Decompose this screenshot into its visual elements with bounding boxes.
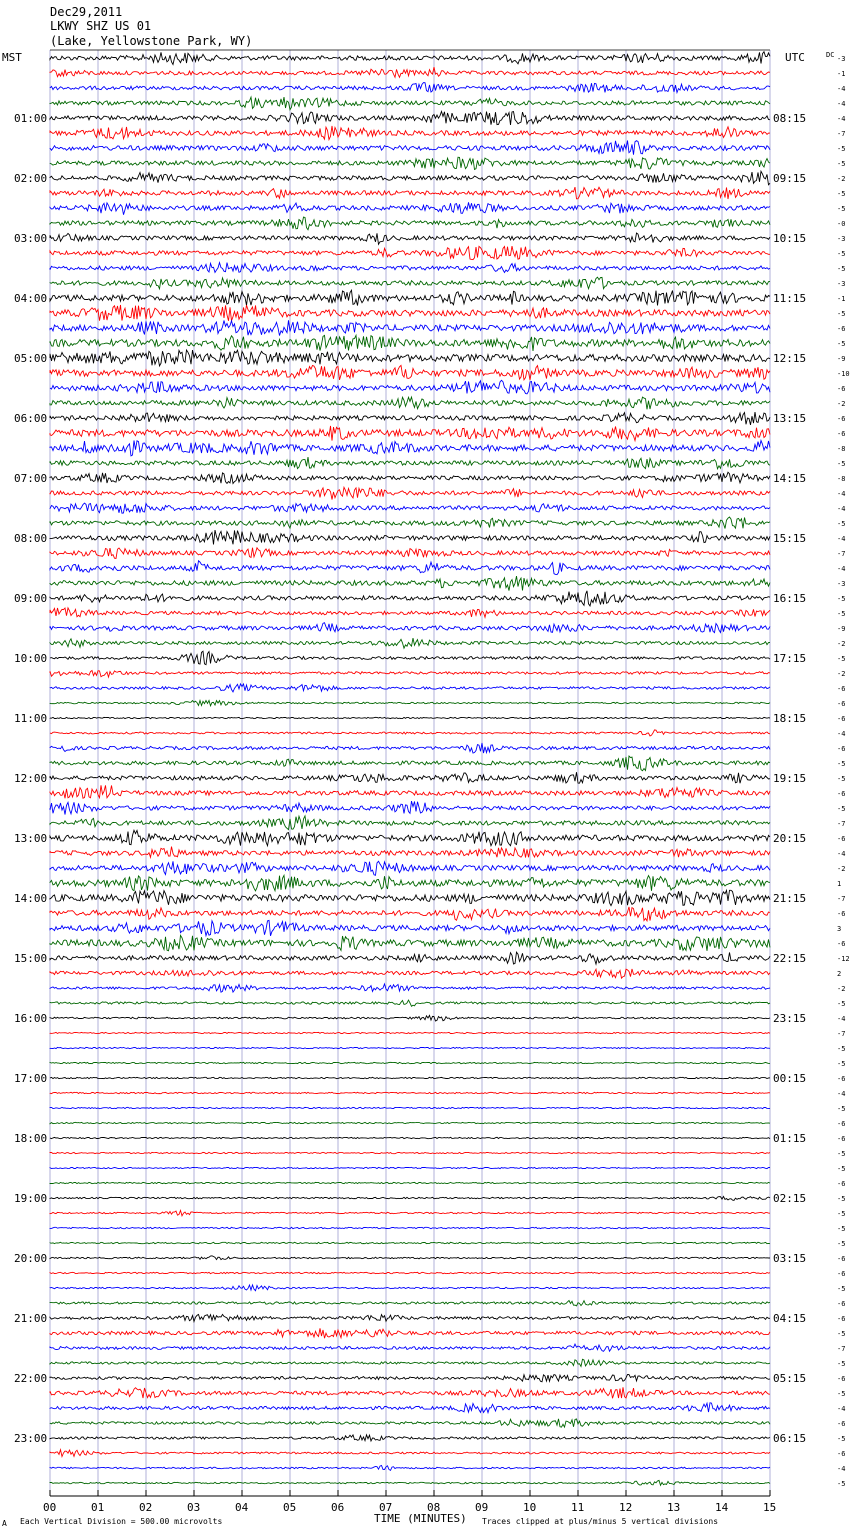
seismic-trace-25 [50, 412, 770, 425]
dc-offset-value: -6 [837, 685, 846, 693]
dc-offset-value: -4 [837, 565, 846, 573]
utc-hour-label: 17:15 [773, 652, 807, 665]
dc-offset-value: -6 [837, 1270, 846, 1278]
seismic-trace-61 [50, 952, 770, 964]
seismic-trace-59 [50, 920, 770, 935]
dc-offset-value: -10 [837, 370, 850, 378]
dc-offset-value: -5 [837, 1225, 846, 1233]
dc-offset-value: -1 [837, 295, 846, 303]
mst-hour-label: 13:00 [14, 832, 48, 845]
mst-hour-label: 21:00 [14, 1312, 48, 1325]
mst-hour-label: 17:00 [14, 1072, 48, 1085]
dc-offset-value: -4 [837, 730, 846, 738]
dc-offset-value: -0 [837, 220, 846, 228]
dc-offset-value: -7 [837, 130, 846, 138]
mst-hour-label: 09:00 [14, 592, 48, 605]
mst-hour-label: 16:00 [14, 1012, 48, 1025]
seismic-trace-10 [50, 187, 770, 199]
dc-offset-value: -5 [837, 1165, 846, 1173]
left-timezone-label: MST [2, 51, 22, 64]
utc-hour-label: 18:15 [773, 712, 807, 725]
utc-hour-label: 08:15 [773, 112, 807, 125]
seismic-trace-96 [50, 1480, 770, 1485]
mst-hour-label: 15:00 [14, 952, 48, 965]
seismic-trace-19 [50, 320, 770, 335]
seismic-trace-35 [50, 561, 770, 575]
seismic-trace-84 [50, 1301, 770, 1306]
seismic-trace-71 [50, 1107, 770, 1108]
dc-offset-value: -7 [837, 820, 846, 828]
dc-offset-value: -9 [837, 355, 846, 363]
seismic-trace-82 [50, 1272, 770, 1273]
dc-offset-value: -4 [837, 490, 846, 498]
dc-offset-value: -5 [837, 250, 846, 258]
dc-offset-value: -6 [837, 1375, 846, 1383]
dc-offset-value: -5 [837, 1435, 846, 1443]
dc-offset-value: -2 [837, 400, 846, 408]
seismic-trace-1 [50, 52, 770, 65]
seismic-trace-87 [50, 1344, 770, 1351]
dc-offset-value: -6 [837, 1135, 846, 1143]
seismic-trace-2 [50, 67, 770, 77]
seismic-trace-13 [50, 233, 770, 244]
x-tick-label: 13 [667, 1501, 681, 1514]
seismic-trace-90 [50, 1387, 770, 1398]
mst-hour-label: 20:00 [14, 1252, 48, 1265]
dc-offset-value: -2 [837, 985, 846, 993]
mst-hour-label: 06:00 [14, 412, 48, 425]
dc-offset-value: -7 [837, 1345, 846, 1353]
seismic-trace-72 [50, 1122, 770, 1123]
seismic-trace-58 [50, 907, 770, 921]
seismic-trace-3 [50, 83, 770, 93]
seismic-trace-30 [50, 487, 770, 499]
seismic-trace-75 [50, 1167, 770, 1168]
x-tick-label: 08 [427, 1501, 441, 1514]
seismic-trace-48 [50, 756, 770, 771]
dc-offset-value: -4 [837, 535, 846, 543]
seismic-trace-55 [50, 861, 770, 875]
dc-offset-value: -6 [837, 1300, 846, 1308]
utc-hour-label: 23:15 [773, 1012, 807, 1025]
dc-offset-value: -5 [837, 1240, 846, 1248]
seismic-trace-5 [50, 111, 770, 125]
clip-note: Traces clipped at plus/minus 5 vertical divisions [482, 1517, 719, 1526]
seismic-trace-27 [50, 441, 770, 456]
mst-hour-label: 04:00 [14, 292, 48, 305]
seismic-trace-15 [50, 263, 770, 273]
dc-offset-value: -5 [837, 1480, 846, 1488]
dc-offset-value: -7 [837, 1030, 846, 1038]
dc-offset-value: -5 [837, 775, 846, 783]
dc-offset-value: -5 [837, 595, 846, 603]
dc-offset-value: -6 [837, 745, 846, 753]
utc-hour-label: 19:15 [773, 772, 807, 785]
dc-offset-value: -6 [837, 910, 846, 918]
seismic-trace-65 [50, 1015, 770, 1021]
right-timezone-label: UTC [785, 51, 805, 64]
dc-offset-value: -6 [837, 715, 846, 723]
dc-offset-value: -5 [837, 760, 846, 768]
seismic-trace-53 [50, 830, 770, 845]
seismic-trace-50 [50, 785, 770, 798]
seismic-trace-47 [50, 743, 770, 753]
seismic-trace-34 [50, 548, 770, 559]
dc-offset-value: -2 [837, 865, 846, 873]
x-tick-label: 15 [763, 1501, 777, 1514]
seismic-trace-7 [50, 141, 770, 155]
dc-offset-value: -4 [837, 850, 846, 858]
dc-offset-value: 3 [837, 925, 842, 933]
dc-offset-value: -12 [837, 955, 850, 963]
x-tick-label: 06 [331, 1501, 345, 1514]
seismic-trace-95 [50, 1466, 770, 1471]
seismic-trace-9 [50, 171, 770, 185]
seismic-trace-73 [50, 1137, 770, 1138]
x-tick-label: 03 [187, 1501, 201, 1514]
seismic-trace-33 [50, 530, 770, 544]
dc-offset-value: -8 [837, 445, 846, 453]
seismic-trace-66 [50, 1032, 770, 1033]
dc-offset-value: -4 [837, 505, 846, 513]
seismic-trace-11 [50, 202, 770, 214]
mst-hour-label: 14:00 [14, 892, 48, 905]
dc-offset-value: -6 [837, 430, 846, 438]
seismic-trace-76 [50, 1182, 770, 1183]
minute-gridlines [50, 50, 770, 1493]
dc-offset-value: -5 [837, 610, 846, 618]
seismic-trace-45 [50, 717, 770, 718]
seismic-trace-12 [50, 217, 770, 230]
mst-hour-label: 01:00 [14, 112, 48, 125]
seismic-trace-93 [50, 1435, 770, 1441]
seismic-trace-39 [50, 623, 770, 633]
utc-hour-label: 02:15 [773, 1192, 807, 1205]
seismic-trace-92 [50, 1419, 770, 1427]
seismic-trace-46 [50, 730, 770, 736]
dc-offset-value: -4 [837, 1405, 846, 1413]
x-tick-label: 01 [91, 1501, 105, 1514]
dc-offset-value: -2 [837, 640, 846, 648]
dc-offset-value: -6 [837, 790, 846, 798]
dc-offset-value: -6 [837, 940, 846, 948]
dc-offset-value: -6 [837, 1420, 846, 1428]
dc-offset-value: -6 [837, 1075, 846, 1083]
utc-hour-label: 20:15 [773, 832, 807, 845]
utc-hour-label: 22:15 [773, 952, 807, 965]
seismic-trace-40 [50, 638, 770, 648]
dc-offset-value: -5 [837, 655, 846, 663]
dc-offset-value: -3 [837, 55, 846, 63]
dc-offset-value: -6 [837, 835, 846, 843]
station-title: LKWY SHZ US 01 [50, 19, 152, 33]
seismic-trace-63 [50, 984, 770, 992]
dc-offset-value: -6 [837, 1120, 846, 1128]
seismic-trace-70 [50, 1092, 770, 1093]
mst-hour-label: 23:00 [14, 1432, 48, 1445]
seismic-trace-86 [50, 1328, 770, 1338]
seismic-trace-8 [50, 157, 770, 169]
seismic-trace-28 [50, 457, 770, 469]
mst-hour-label: 07:00 [14, 472, 48, 485]
dc-offset-value: -5 [837, 1045, 846, 1053]
dc-offset-value: -6 [837, 1180, 846, 1188]
dc-offset-value: -2 [837, 175, 846, 183]
seismic-trace-21 [50, 350, 770, 366]
seismic-trace-22 [50, 365, 770, 380]
seismic-trace-14 [50, 246, 770, 260]
seismic-trace-68 [50, 1062, 770, 1063]
seismic-trace-18 [50, 305, 770, 321]
seismic-trace-26 [50, 426, 770, 441]
seismic-trace-57 [50, 890, 770, 905]
seismic-trace-91 [50, 1403, 770, 1413]
seismic-trace-62 [50, 969, 770, 978]
utc-hour-label: 10:15 [773, 232, 807, 245]
dc-offset-value: -6 [837, 415, 846, 423]
seismic-trace-51 [50, 801, 770, 814]
x-tick-label: 14 [715, 1501, 729, 1514]
seismic-trace-56 [50, 875, 770, 891]
seismic-trace-24 [50, 397, 770, 409]
utc-hour-label: 12:15 [773, 352, 807, 365]
dc-offset-value: -5 [837, 1060, 846, 1068]
x-tick-label: 07 [379, 1501, 393, 1514]
x-tick-label: 12 [619, 1501, 633, 1514]
seismic-trace-36 [50, 576, 770, 591]
dc-offset-value: -4 [837, 115, 846, 123]
seismic-trace-67 [50, 1047, 770, 1048]
utc-hour-label: 11:15 [773, 292, 807, 305]
seismic-trace-54 [50, 847, 770, 858]
seismic-trace-74 [50, 1152, 770, 1153]
dc-offset-value: -5 [837, 1285, 846, 1293]
mst-hour-label: 05:00 [14, 352, 48, 365]
dc-offset-value: -5 [837, 1150, 846, 1158]
seismic-trace-69 [50, 1077, 770, 1078]
dc-offset-value: -3 [837, 235, 846, 243]
utc-hour-label: 14:15 [773, 472, 807, 485]
dc-offset-value: -4 [837, 1015, 846, 1023]
seismic-trace-85 [50, 1314, 770, 1321]
seismic-trace-81 [50, 1256, 770, 1260]
dc-offset-value: -1 [837, 70, 846, 78]
dc-offset-value: -5 [837, 1360, 846, 1368]
seismic-trace-44 [50, 701, 770, 706]
dc-offset-value: -5 [837, 160, 846, 168]
mst-hour-label: 08:00 [14, 532, 48, 545]
seismic-trace-89 [50, 1375, 770, 1382]
scale-note: Each Vertical Division = 500.00 microvolts [20, 1517, 223, 1526]
dc-offset-value: -5 [837, 340, 846, 348]
seismic-trace-20 [50, 335, 770, 351]
utc-hour-label: 03:15 [773, 1252, 807, 1265]
utc-hour-label: 21:15 [773, 892, 807, 905]
seismic-trace-43 [50, 684, 770, 692]
location-title: (Lake, Yellowstone Park, WY) [50, 34, 253, 48]
dc-offset-value: -3 [837, 280, 846, 288]
dc-offset-value: -5 [837, 1105, 846, 1113]
utc-hour-label: 06:15 [773, 1432, 807, 1445]
dc-offset-value: -4 [837, 100, 846, 108]
dc-offset-value: -5 [837, 805, 846, 813]
dc-offset-value: -5 [837, 145, 846, 153]
seismic-trace-64 [50, 1000, 770, 1006]
seismic-trace-88 [50, 1359, 770, 1366]
utc-hour-label: 13:15 [773, 412, 807, 425]
dc-offset-value: -5 [837, 520, 846, 528]
x-axis [43, 1490, 776, 1514]
seismic-trace-32 [50, 517, 770, 529]
utc-hour-label: 15:15 [773, 532, 807, 545]
utc-hour-label: 00:15 [773, 1072, 807, 1085]
seismic-trace-49 [50, 772, 770, 783]
dc-column-label: DC [826, 51, 835, 59]
date-title: Dec29,2011 [50, 5, 123, 19]
dc-offset-value: -5 [837, 1330, 846, 1338]
dc-offset-value: -3 [837, 580, 846, 588]
seismic-trace-42 [50, 671, 770, 678]
dc-offset-value: -6 [837, 385, 846, 393]
utc-hour-label: 09:15 [773, 172, 807, 185]
dc-offset-value: -8 [837, 475, 846, 483]
seismic-trace-77 [50, 1197, 770, 1201]
mst-hour-label: 19:00 [14, 1192, 48, 1205]
mst-hour-label: 18:00 [14, 1132, 48, 1145]
x-tick-label: 05 [283, 1501, 297, 1514]
x-tick-label: 04 [235, 1501, 249, 1514]
seismic-trace-79 [50, 1227, 770, 1228]
dc-offset-value: -7 [837, 550, 846, 558]
dc-offset-value: -9 [837, 625, 846, 633]
dc-offset-value: 1 [837, 880, 842, 888]
mst-hour-label: 03:00 [14, 232, 48, 245]
x-tick-label: 00 [43, 1501, 57, 1514]
dc-offset-value: -5 [837, 1210, 846, 1218]
mst-hour-label: 12:00 [14, 772, 48, 785]
seismic-trace-4 [50, 97, 770, 110]
dc-offset-value: -2 [837, 670, 846, 678]
x-tick-label: 11 [571, 1501, 585, 1514]
dc-offset-value: -6 [837, 1255, 846, 1263]
utc-hour-label: 01:15 [773, 1132, 807, 1145]
x-tick-label: 02 [139, 1501, 153, 1514]
dc-offset-value: -5 [837, 460, 846, 468]
dc-offset-value: -6 [837, 1450, 846, 1458]
seismic-trace-83 [50, 1285, 770, 1291]
utc-hour-label: 16:15 [773, 592, 807, 605]
dc-offset-value: -4 [837, 1090, 846, 1098]
x-tick-label: 09 [475, 1501, 489, 1514]
dc-offset-value: -5 [837, 310, 846, 318]
dc-offset-value: -4 [837, 85, 846, 93]
seismic-trace-17 [50, 290, 770, 305]
seismic-trace-38 [50, 608, 770, 617]
dc-offset-value: -6 [837, 325, 846, 333]
seismic-trace-80 [50, 1242, 770, 1243]
dc-offset-value: -6 [837, 700, 846, 708]
dc-offset-value: -7 [837, 895, 846, 903]
seismic-trace-6 [50, 126, 770, 140]
x-tick-label: 10 [523, 1501, 537, 1514]
seismic-trace-41 [50, 651, 770, 665]
seismic-trace-31 [50, 503, 770, 513]
mst-hour-label: 02:00 [14, 172, 48, 185]
corner-mark: A [2, 1519, 7, 1528]
seismic-trace-78 [50, 1210, 770, 1215]
dc-offset-value: -5 [837, 1195, 846, 1203]
dc-offset-value: -5 [837, 190, 846, 198]
dc-offset-value: -6 [837, 1315, 846, 1323]
seismic-trace-52 [50, 816, 770, 830]
dc-offset-value: 2 [837, 970, 842, 978]
seismic-trace-29 [50, 472, 770, 483]
dc-offset-value: -5 [837, 1000, 846, 1008]
mst-hour-label: 22:00 [14, 1372, 48, 1385]
mst-hour-label: 11:00 [14, 712, 48, 725]
seismic-trace-23 [50, 380, 770, 394]
mst-hour-label: 10:00 [14, 652, 48, 665]
seismic-trace-37 [50, 591, 770, 606]
x-axis-title: TIME (MINUTES) [374, 1512, 467, 1525]
dc-offset-value: -5 [837, 265, 846, 273]
seismic-trace-94 [50, 1450, 770, 1457]
dc-offset-value: -5 [837, 205, 846, 213]
seismic-trace-60 [50, 935, 770, 950]
utc-hour-label: 05:15 [773, 1372, 807, 1385]
dc-offset-value: -5 [837, 1390, 846, 1398]
utc-hour-label: 04:15 [773, 1312, 807, 1325]
dc-offset-value: -4 [837, 1465, 846, 1473]
seismic-trace-16 [50, 277, 770, 289]
trace-area [50, 52, 770, 1486]
